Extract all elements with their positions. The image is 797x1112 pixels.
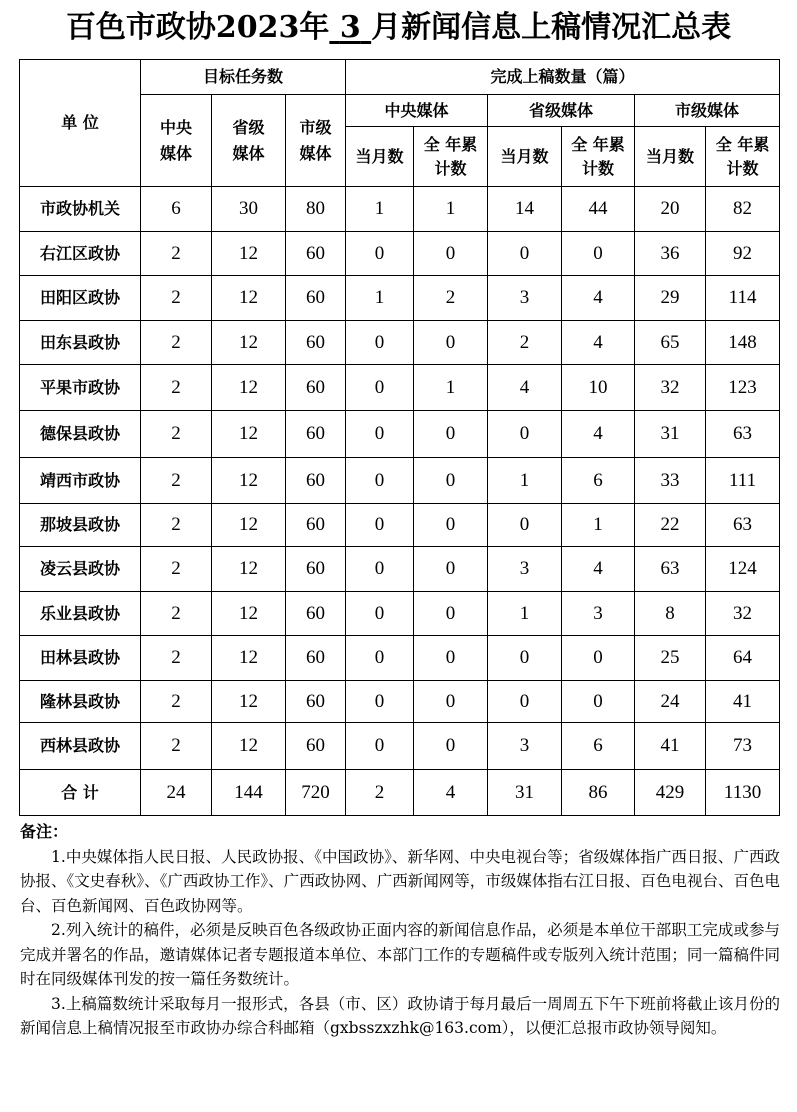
value-cell: 82 — [706, 187, 780, 232]
unit-name-cell: 凌云县政协 — [20, 547, 141, 592]
value-cell: 0 — [414, 232, 488, 276]
unit-name-cell: 市政协机关 — [20, 187, 141, 232]
value-cell: 10 — [562, 365, 635, 411]
value-cell: 1 — [562, 504, 635, 547]
central-yearly-header: 全 年累计数 — [414, 127, 488, 187]
value-cell: 2 — [141, 592, 212, 636]
notes-heading: 备注： — [20, 822, 69, 841]
value-cell: 31 — [488, 770, 562, 816]
value-cell: 2 — [414, 276, 488, 321]
value-cell: 12 — [212, 681, 286, 723]
value-cell: 1 — [414, 187, 488, 232]
table-row — [20, 365, 780, 411]
title-suffix: 月新闻信息上稿情况汇总表 — [371, 10, 732, 45]
value-cell: 60 — [286, 547, 346, 592]
central-media-header: 中央媒体 — [346, 95, 488, 127]
note-item: 2.列入统计的稿件，必须是反映百色各级政协正面内容的新闻信息作品，必须是本单位干部职工完成或参与完成并署名的作品，邀请媒体记者专题报道本单位、本部门工作的专题稿件或专版列入统计范围；同一篇稿件同时在同级媒体刊发的按一篇任务数统计。 — [20, 921, 780, 988]
value-cell: 60 — [286, 681, 346, 723]
unit-name-cell: 田东县政协 — [20, 321, 141, 365]
total-row — [20, 770, 780, 816]
value-cell: 124 — [706, 547, 780, 592]
value-cell: 60 — [286, 636, 346, 681]
value-cell: 24 — [141, 770, 212, 816]
provincial-monthly-header: 当月数 — [488, 127, 562, 187]
value-cell: 111 — [706, 458, 780, 504]
value-cell: 0 — [346, 504, 414, 547]
value-cell: 0 — [346, 321, 414, 365]
value-cell: 60 — [286, 321, 346, 365]
value-cell: 0 — [414, 411, 488, 458]
unit-name-cell: 西林县政协 — [20, 723, 141, 770]
value-cell: 720 — [286, 770, 346, 816]
value-cell: 20 — [635, 187, 706, 232]
value-cell: 12 — [212, 276, 286, 321]
value-cell: 1 — [488, 592, 562, 636]
value-cell: 25 — [635, 636, 706, 681]
value-cell: 12 — [212, 458, 286, 504]
value-cell: 60 — [286, 276, 346, 321]
table-row — [20, 592, 780, 636]
title-prefix: 百色市政协2023年 — [65, 10, 330, 45]
target-city-header: 市级媒体 — [286, 95, 346, 187]
value-cell: 86 — [562, 770, 635, 816]
value-cell: 6 — [141, 187, 212, 232]
value-cell: 4 — [562, 411, 635, 458]
value-cell: 1 — [414, 365, 488, 411]
value-cell: 12 — [212, 232, 286, 276]
value-cell: 6 — [562, 723, 635, 770]
value-cell: 60 — [286, 365, 346, 411]
value-cell: 0 — [488, 636, 562, 681]
value-cell: 41 — [635, 723, 706, 770]
value-cell: 65 — [635, 321, 706, 365]
note-item: 1.中央媒体指人民日报、人民政协报、《中国政协》、新华网、中央电视台等；省级媒体指广西日报、广西政协报、《文史春秋》、《广西政协工作》、广西政协网、广西新闻网等，市级媒体指右江日报、百色电视台、百色电台、百色新闻网、百色政协网等。 — [20, 847, 780, 915]
value-cell: 148 — [706, 321, 780, 365]
table-row — [20, 636, 780, 681]
table-row — [20, 723, 780, 770]
unit-header: 单 位 — [20, 60, 141, 187]
value-cell: 22 — [635, 504, 706, 547]
title-month: 3 — [339, 10, 361, 45]
value-cell: 63 — [635, 547, 706, 592]
table-row — [20, 504, 780, 547]
value-cell: 2 — [488, 321, 562, 365]
value-cell: 60 — [286, 723, 346, 770]
value-cell: 60 — [286, 504, 346, 547]
unit-name-cell: 田林县政协 — [20, 636, 141, 681]
unit-name-cell: 右江区政协 — [20, 232, 141, 276]
table-row — [20, 276, 780, 321]
value-cell: 64 — [706, 636, 780, 681]
unit-name-cell: 德保县政协 — [20, 411, 141, 458]
value-cell: 0 — [346, 232, 414, 276]
city-media-header: 市级媒体 — [635, 95, 780, 127]
city-monthly-header: 当月数 — [635, 127, 706, 187]
value-cell: 144 — [212, 770, 286, 816]
unit-name-cell: 那坡县政协 — [20, 504, 141, 547]
value-cell: 0 — [488, 232, 562, 276]
value-cell: 0 — [346, 547, 414, 592]
value-cell: 12 — [212, 411, 286, 458]
notes — [20, 820, 780, 1041]
report-table — [19, 59, 780, 816]
value-cell: 0 — [414, 458, 488, 504]
target-central-header: 中央媒体 — [141, 95, 212, 187]
value-cell: 12 — [212, 723, 286, 770]
value-cell: 33 — [635, 458, 706, 504]
value-cell: 12 — [212, 592, 286, 636]
value-cell: 2 — [346, 770, 414, 816]
total-label: 合 计 — [20, 770, 141, 816]
value-cell: 114 — [706, 276, 780, 321]
target-header: 目标任务数 — [141, 60, 346, 95]
page-title — [0, 8, 797, 48]
table-row — [20, 232, 780, 276]
table-row — [20, 321, 780, 365]
value-cell: 0 — [414, 681, 488, 723]
value-cell: 2 — [141, 723, 212, 770]
value-cell: 3 — [488, 547, 562, 592]
value-cell: 31 — [635, 411, 706, 458]
table-row — [20, 547, 780, 592]
value-cell: 12 — [212, 321, 286, 365]
value-cell: 0 — [488, 411, 562, 458]
value-cell: 1 — [346, 276, 414, 321]
value-cell: 4 — [414, 770, 488, 816]
completed-header: 完成上稿数量（篇） — [346, 60, 780, 95]
value-cell: 60 — [286, 232, 346, 276]
value-cell: 73 — [706, 723, 780, 770]
value-cell: 92 — [706, 232, 780, 276]
value-cell: 60 — [286, 458, 346, 504]
value-cell: 2 — [141, 458, 212, 504]
value-cell: 24 — [635, 681, 706, 723]
value-cell: 32 — [635, 365, 706, 411]
unit-name-cell: 乐业县政协 — [20, 592, 141, 636]
unit-name-cell: 平果市政协 — [20, 365, 141, 411]
value-cell: 0 — [346, 636, 414, 681]
value-cell: 29 — [635, 276, 706, 321]
value-cell: 2 — [141, 411, 212, 458]
table-row — [20, 187, 780, 232]
unit-name-cell: 田阳区政协 — [20, 276, 141, 321]
value-cell: 0 — [414, 636, 488, 681]
value-cell: 0 — [562, 636, 635, 681]
value-cell: 1 — [488, 458, 562, 504]
value-cell: 0 — [414, 723, 488, 770]
provincial-yearly-header: 全 年累计数 — [562, 127, 635, 187]
value-cell: 4 — [562, 547, 635, 592]
value-cell: 60 — [286, 592, 346, 636]
value-cell: 4 — [562, 276, 635, 321]
value-cell: 12 — [212, 504, 286, 547]
value-cell: 32 — [706, 592, 780, 636]
value-cell: 0 — [414, 547, 488, 592]
value-cell: 0 — [414, 321, 488, 365]
table-row — [20, 458, 780, 504]
value-cell: 36 — [635, 232, 706, 276]
value-cell: 0 — [562, 681, 635, 723]
value-cell: 44 — [562, 187, 635, 232]
value-cell: 12 — [212, 547, 286, 592]
city-yearly-header: 全 年累计数 — [706, 127, 780, 187]
value-cell: 30 — [212, 187, 286, 232]
value-cell: 14 — [488, 187, 562, 232]
value-cell: 6 — [562, 458, 635, 504]
value-cell: 60 — [286, 411, 346, 458]
central-monthly-header: 当月数 — [346, 127, 414, 187]
target-provincial-header: 省级媒体 — [212, 95, 286, 187]
value-cell: 0 — [346, 681, 414, 723]
note-item: 3.上稿篇数统计采取每月一报形式，各县（市、区）政协请于每月最后一周周五下午下班前将截止该月份的新闻信息上稿情况报至市政协办综合科邮箱（gxbsszxzhk@163.com），以便汇总报市政协领导阅知。 — [20, 994, 780, 1037]
value-cell: 2 — [141, 365, 212, 411]
value-cell: 0 — [346, 592, 414, 636]
value-cell: 12 — [212, 636, 286, 681]
value-cell: 2 — [141, 636, 212, 681]
value-cell: 2 — [141, 232, 212, 276]
value-cell: 12 — [212, 365, 286, 411]
value-cell: 2 — [141, 276, 212, 321]
value-cell: 63 — [706, 411, 780, 458]
value-cell: 0 — [346, 723, 414, 770]
value-cell: 429 — [635, 770, 706, 816]
value-cell: 2 — [141, 321, 212, 365]
value-cell: 4 — [488, 365, 562, 411]
value-cell: 0 — [414, 592, 488, 636]
unit-name-cell: 靖西市政协 — [20, 458, 141, 504]
value-cell: 0 — [414, 504, 488, 547]
unit-name-cell: 隆林县政协 — [20, 681, 141, 723]
provincial-media-header: 省级媒体 — [488, 95, 635, 127]
value-cell: 0 — [346, 411, 414, 458]
value-cell: 0 — [562, 232, 635, 276]
value-cell: 41 — [706, 681, 780, 723]
value-cell: 123 — [706, 365, 780, 411]
value-cell: 0 — [488, 681, 562, 723]
value-cell: 0 — [346, 458, 414, 504]
value-cell: 4 — [562, 321, 635, 365]
value-cell: 3 — [488, 723, 562, 770]
value-cell: 80 — [286, 187, 346, 232]
table-row — [20, 411, 780, 458]
value-cell: 2 — [141, 504, 212, 547]
value-cell: 2 — [141, 681, 212, 723]
value-cell: 1 — [346, 187, 414, 232]
table-row — [20, 681, 780, 723]
value-cell: 1130 — [706, 770, 780, 816]
value-cell: 0 — [488, 504, 562, 547]
value-cell: 3 — [488, 276, 562, 321]
value-cell: 63 — [706, 504, 780, 547]
value-cell: 2 — [141, 547, 212, 592]
value-cell: 8 — [635, 592, 706, 636]
value-cell: 3 — [562, 592, 635, 636]
value-cell: 0 — [346, 365, 414, 411]
